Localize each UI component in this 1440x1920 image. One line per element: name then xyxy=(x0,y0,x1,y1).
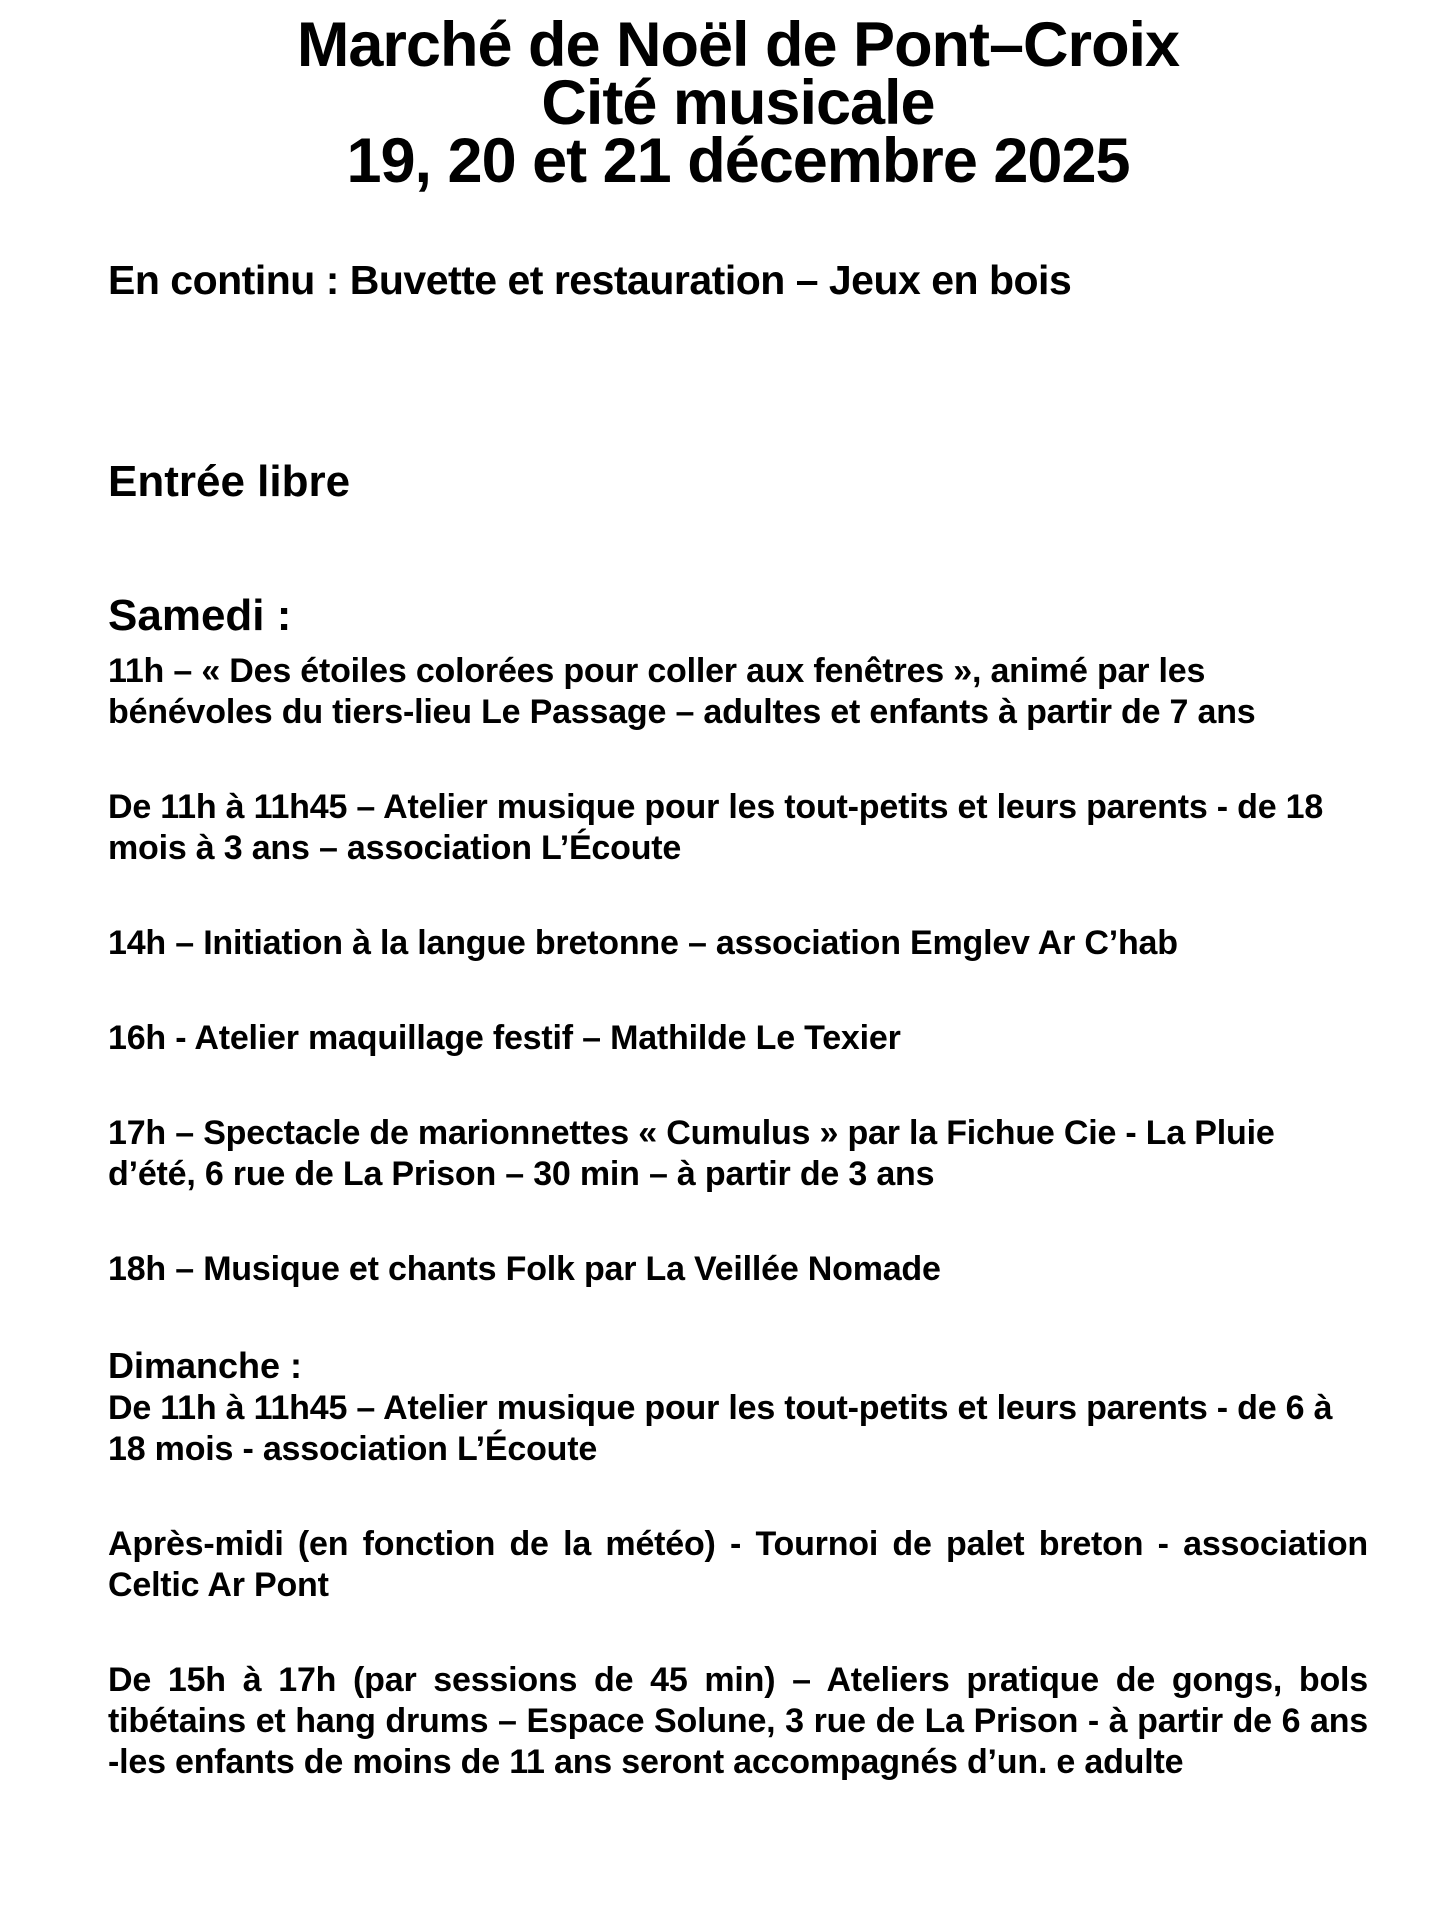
title-line-dates: 19, 20 et 21 décembre 2025 xyxy=(346,126,1130,196)
sunday-section xyxy=(108,1344,1368,1783)
free-admission-line: Entrée libre xyxy=(108,457,351,506)
saturday-event-11h-11h45: De 11h à 11h45 – Atelier musique pour les tout-petits et leurs parents - de 18 mois à 3 ans – association L’Écoute xyxy=(108,788,1324,867)
sunday-heading: Dimanche : xyxy=(108,1345,303,1386)
saturday-heading: Samedi : xyxy=(108,591,292,640)
saturday-event-16h: 16h - Atelier maquillage festif – Mathilde Le Texier xyxy=(108,1019,901,1057)
saturday-section xyxy=(108,589,1368,1290)
page-title xyxy=(78,10,1398,196)
saturday-event-14h: 14h – Initiation à la langue bretonne – association Emglev Ar C’hab xyxy=(108,924,1178,962)
title-line-venue: Cité musicale xyxy=(541,68,935,138)
sunday-event-afternoon: Après-midi (en fonction de la météo) - Tournoi de palet breton - association Celtic Ar Pont xyxy=(108,1525,1368,1604)
title-line-event: Marché de Noël de Pont–Croix xyxy=(296,10,1180,80)
saturday-event-11h: 11h – « Des étoiles colorées pour coller aux fenêtres », animé par les bénévoles du tiers-lieu Le Passage – adultes et enfants à partir de 7 ans xyxy=(108,652,1256,731)
sunday-event-15h-17h: De 15h à 17h (par sessions de 45 min) – Ateliers pratique de gongs, bols tibétains et hang drums – Espace Solune, 3 rue de La Prison - à partir de 6 ans -les enfants de moins de 11 ans seront accompagnés d’un. e adulte xyxy=(108,1661,1368,1781)
saturday-event-17h: 17h – Spectacle de marionnettes « Cumulus » par la Fichue Cie - La Pluie d’été, 6 rue de La Prison – 30 min – à partir de 3 ans xyxy=(108,1114,1275,1193)
sunday-event-11h-11h45: De 11h à 11h45 – Atelier musique pour les tout-petits et leurs parents - de 6 à 18 mois - association L’Écoute xyxy=(108,1389,1333,1468)
continuous-services-line: En continu : Buvette et restauration – Jeux en bois xyxy=(108,257,1072,303)
saturday-event-18h: 18h – Musique et chants Folk par La Veillée Nomade xyxy=(108,1250,941,1288)
